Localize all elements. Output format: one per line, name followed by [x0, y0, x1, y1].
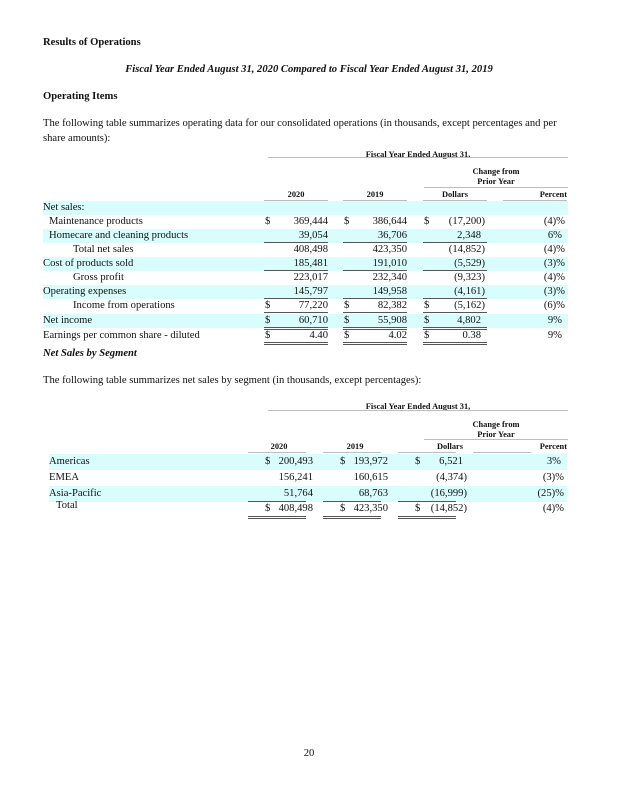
table-row — [43, 271, 568, 285]
value-2019: 68,763 — [358, 488, 388, 499]
operating-items-heading: Operating Items — [43, 91, 118, 102]
segment-intro: The following table summarizes net sales by segment (in thousands, except percentages): — [43, 375, 422, 386]
row-label: Total net sales — [73, 244, 134, 255]
change-header: Change from Prior Year — [472, 167, 520, 186]
currency-symbol: $ — [265, 456, 271, 467]
table-row — [49, 499, 567, 515]
value-2019: 82,382 — [377, 300, 407, 311]
col-header-2020: 2020 — [287, 190, 305, 199]
currency-symbol: $ — [424, 300, 430, 311]
value-2019: 191,010 — [372, 258, 407, 269]
value-dollars: 4,802 — [457, 315, 481, 326]
value-2019: 423,350 — [353, 503, 388, 514]
value-2019: 4.02 — [388, 330, 407, 341]
currency-symbol: $ — [424, 315, 430, 326]
col-rule — [473, 452, 531, 453]
row-label: Asia-Pacific — [49, 488, 102, 499]
value-2020: 369,444 — [293, 216, 328, 227]
value-2020: 408,498 — [278, 503, 313, 514]
col-rule — [323, 452, 381, 453]
table-row — [43, 229, 568, 243]
double-underline — [323, 516, 381, 519]
table-row — [43, 215, 568, 229]
col-header-2019: 2019 — [346, 442, 364, 451]
value-2020: 60,710 — [298, 315, 328, 326]
col-header-percent: Percent — [539, 442, 567, 451]
currency-symbol: $ — [265, 330, 271, 341]
col-rule — [248, 452, 306, 453]
change-header: Change from Prior Year — [472, 420, 520, 439]
fiscal-year-header: Fiscal Year Ended August 31, — [365, 402, 471, 411]
value-2020: 39,054 — [298, 230, 328, 241]
row-label: EMEA — [49, 472, 80, 483]
col-header-dollars: Dollars — [441, 190, 469, 199]
table-row — [49, 454, 567, 470]
value-2019: 423,350 — [372, 244, 407, 255]
currency-symbol: $ — [424, 330, 430, 341]
table-row — [43, 257, 568, 271]
row-label: Americas — [49, 456, 90, 467]
value-2019: 160,615 — [353, 472, 388, 483]
page-number: 20 — [303, 748, 315, 759]
double-underline — [398, 516, 456, 519]
change-header-rule — [424, 187, 568, 188]
currency-symbol: $ — [344, 315, 350, 326]
currency-symbol: $ — [265, 300, 271, 311]
value-2020: 408,498 — [293, 244, 328, 255]
currency-symbol: $ — [344, 216, 350, 227]
double-underline — [248, 516, 306, 519]
value-dollars: (17,200) — [448, 216, 485, 227]
value-dollars: 6,521 — [439, 456, 463, 467]
table-row — [43, 201, 568, 215]
double-underline — [423, 342, 487, 345]
value-percent: (6)% — [543, 300, 565, 311]
value-dollars: (14,852) — [430, 503, 467, 514]
header-rule — [268, 157, 568, 158]
value-dollars: (4,374) — [436, 472, 467, 483]
table-row — [43, 329, 568, 343]
row-label: Operating expenses — [43, 286, 127, 297]
value-dollars: 0.38 — [462, 330, 481, 341]
value-percent: (3)% — [543, 258, 565, 269]
value-percent: (4)% — [543, 244, 565, 255]
value-2019: 232,340 — [372, 272, 407, 283]
value-dollars: (14,852) — [448, 244, 485, 255]
change-header-rule — [424, 439, 568, 440]
row-label: Net income — [43, 315, 93, 326]
value-percent: (25)% — [537, 488, 564, 499]
row-label: Earnings per common share - diluted — [43, 330, 200, 341]
section-subtitle: Fiscal Year Ended August 31, 2020 Compared to Fiscal Year Ended August 31, 2019 — [125, 64, 493, 75]
currency-symbol: $ — [340, 456, 346, 467]
col-header-percent: Percent — [539, 190, 567, 199]
row-label: Net sales: — [43, 202, 85, 213]
value-percent: 9% — [547, 330, 562, 341]
row-label: Gross profit — [73, 272, 124, 283]
col-rule — [398, 452, 456, 453]
value-percent: (4)% — [543, 272, 565, 283]
double-underline — [264, 342, 328, 345]
section-heading: Results of Operations — [43, 37, 141, 48]
header-rule — [268, 410, 568, 411]
value-2020: 51,764 — [283, 488, 313, 499]
value-percent: (4)% — [542, 503, 564, 514]
value-dollars: (4,161) — [454, 286, 485, 297]
value-percent: (3)% — [543, 286, 565, 297]
currency-symbol: $ — [424, 216, 430, 227]
value-2019: 55,908 — [377, 315, 407, 326]
row-label: Homecare and cleaning products — [49, 230, 189, 241]
currency-symbol: $ — [415, 503, 421, 514]
row-label: Maintenance products — [49, 216, 143, 227]
value-2020: 223,017 — [293, 272, 328, 283]
value-percent: 3% — [546, 456, 561, 467]
table-row — [49, 470, 567, 486]
value-percent: (3)% — [542, 472, 564, 483]
value-percent: (4)% — [543, 216, 565, 227]
currency-symbol: $ — [415, 456, 421, 467]
row-label: Cost of products sold — [43, 258, 134, 269]
value-2019: 36,706 — [377, 230, 407, 241]
double-underline — [343, 342, 407, 345]
table-row — [43, 285, 568, 299]
value-2020: 145,797 — [293, 286, 328, 297]
operating-items-intro: The following table summarizes operating data for our consolidated operations (in thousands, except percentages and per share amounts): — [43, 118, 557, 144]
value-2020: 156,241 — [278, 472, 313, 483]
table-row — [43, 243, 568, 257]
value-2019: 149,958 — [372, 286, 407, 297]
table-row — [43, 299, 568, 313]
currency-symbol: $ — [344, 330, 350, 341]
value-dollars: 2,348 — [457, 230, 481, 241]
col-header-2019: 2019 — [366, 190, 384, 199]
value-dollars: (9,323) — [454, 272, 485, 283]
value-dollars: (5,529) — [454, 258, 485, 269]
value-2019: 193,972 — [353, 456, 388, 467]
row-label: Income from operations — [73, 300, 175, 311]
table-row — [43, 314, 568, 328]
currency-symbol: $ — [344, 300, 350, 311]
value-2020: 185,481 — [293, 258, 328, 269]
col-header-dollars: Dollars — [436, 442, 464, 451]
currency-symbol: $ — [340, 503, 346, 514]
value-dollars: (5,162) — [454, 300, 485, 311]
row-label: Total — [56, 500, 78, 511]
fiscal-year-header: Fiscal Year Ended August 31, — [365, 150, 471, 159]
value-2020: 4.40 — [309, 330, 328, 341]
currency-symbol: $ — [265, 503, 271, 514]
currency-symbol: $ — [265, 315, 271, 326]
value-2020: 200,493 — [278, 456, 313, 467]
value-2019: 386,644 — [372, 216, 407, 227]
segment-heading: Net Sales by Segment — [43, 348, 137, 359]
currency-symbol: $ — [265, 216, 271, 227]
value-percent: 9% — [547, 315, 562, 326]
value-percent: 6% — [547, 230, 562, 241]
value-2020: 77,220 — [298, 300, 328, 311]
col-header-2020: 2020 — [270, 442, 288, 451]
value-dollars: (16,999) — [430, 488, 467, 499]
